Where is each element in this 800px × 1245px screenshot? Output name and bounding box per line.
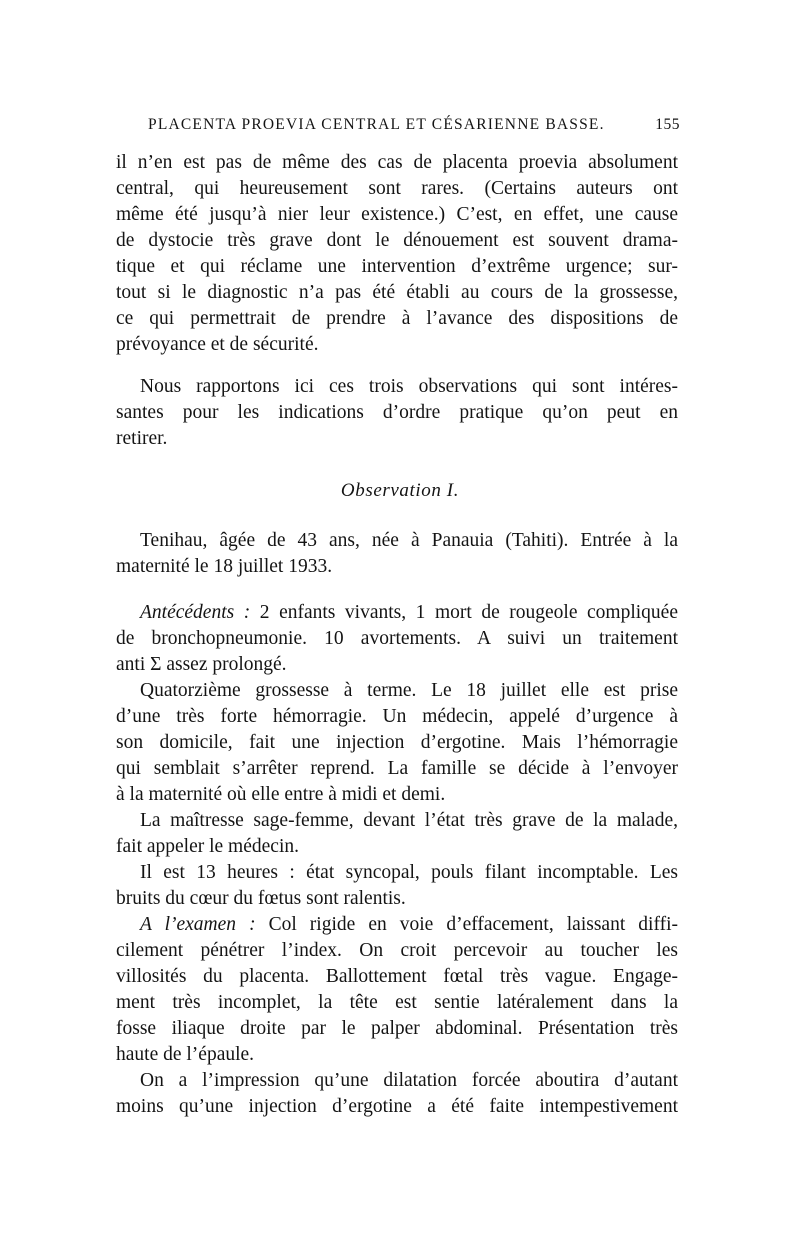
paragraph-condition [116,860,678,912]
examination-label: A l’examen : [140,914,256,935]
text-line: haute de l’épaule. [116,1044,255,1065]
text-line: tique et qui réclame une intervention d’extrême urgence; sur- [116,256,678,277]
paragraph-impression [116,1068,678,1120]
text-line: tout si le diagnostic n’a pas été établi au cours de la grossesse, [116,282,678,303]
text-line: moins qu’une injection d’ergotine a été faite intempestivement [116,1096,678,1117]
text-line: santes pour les indications d’ordre pratique qu’on peut en [116,402,678,423]
text-line: central, qui heureusement sont rares. (Certains auteurs ont [116,178,678,199]
text-line: villosités du placenta. Ballottement fœtal très vague. Engage- [116,966,678,987]
page-number: 155 [655,116,680,133]
examination-text: Col rigide en voie d’effacement, laissant diffi- [255,914,678,935]
text-line: Nous rapportons ici ces trois observations qui sont intéres- [140,376,678,397]
antecedents-label: Antécédents : [140,602,251,623]
text-line: Tenihau, âgée de 43 ans, née à Panauia (Tahiti). Entrée à la [140,530,678,551]
text-line: à la maternité où elle entre à midi et demi. [116,784,446,805]
antecedents-text: 2 enfants vivants, 1 mort de rougeole compliquée [250,602,678,623]
paragraph-observations-intro [116,374,678,452]
text-line: maternité le 18 juillet 1933. [116,556,333,577]
text-line: il n’en est pas de même des cas de placenta proevia absolument [116,152,678,173]
text-line: Il est 13 heures : état syncopal, pouls filant incomptable. Les [140,862,678,883]
observation-heading: Observation I. [340,480,460,501]
text-line: anti Σ assez prolongé. [116,654,287,675]
text-line: ment très incomplet, la tête est sentie latéralement dans la [116,992,678,1013]
text-line: qui semblait s’arrêter reprend. La famille se décide à l’envoyer [116,758,678,779]
text-line [116,600,678,626]
text-line: bruits du cœur du fœtus sont ralentis. [116,888,406,909]
text-line: de bronchopneumonie. 10 avortements. A suivi un traitement [116,628,678,649]
text-line: fait appeler le médecin. [116,836,299,857]
paragraph-intro [116,150,678,358]
text-line: Quatorzième grossesse à terme. Le 18 juillet elle est prise [140,680,678,701]
paragraph-examination [116,912,678,1068]
text-line: prévoyance et de sécurité. [116,334,319,355]
paragraph-midwife [116,808,678,860]
text-line: retirer. [116,428,168,449]
text-line: de dystocie très grave dont le dénouement est souvent drama- [116,230,678,251]
text-line: ce qui permettrait de prendre à l’avance des dispositions de [116,308,678,329]
running-head-title: PLACENTA PROEVIA CENTRAL ET CÉSARIENNE BASSE. [148,116,605,133]
text-line: d’une très forte hémorragie. Un médecin, appelé d’urgence à [116,706,678,727]
text-line: même été jusqu’à nier leur existence.) C’est, en effet, une cause [116,204,678,225]
text-line [116,912,678,938]
paragraph-patient [116,528,678,580]
text-line: son domicile, fait une injection d’ergotine. Mais l’hémorragie [116,732,678,753]
text-line: cilement pénétrer l’index. On croit percevoir au toucher les [116,940,678,961]
text-line: On a l’impression qu’une dilatation forcée aboutira d’autant [140,1070,678,1091]
paragraph-antecedents [116,600,678,678]
text-line: La maîtresse sage-femme, devant l’état très grave de la malade, [140,810,678,831]
paragraph-pregnancy [116,678,678,808]
text-line: fosse iliaque droite par le palper abdominal. Présentation très [116,1018,678,1039]
